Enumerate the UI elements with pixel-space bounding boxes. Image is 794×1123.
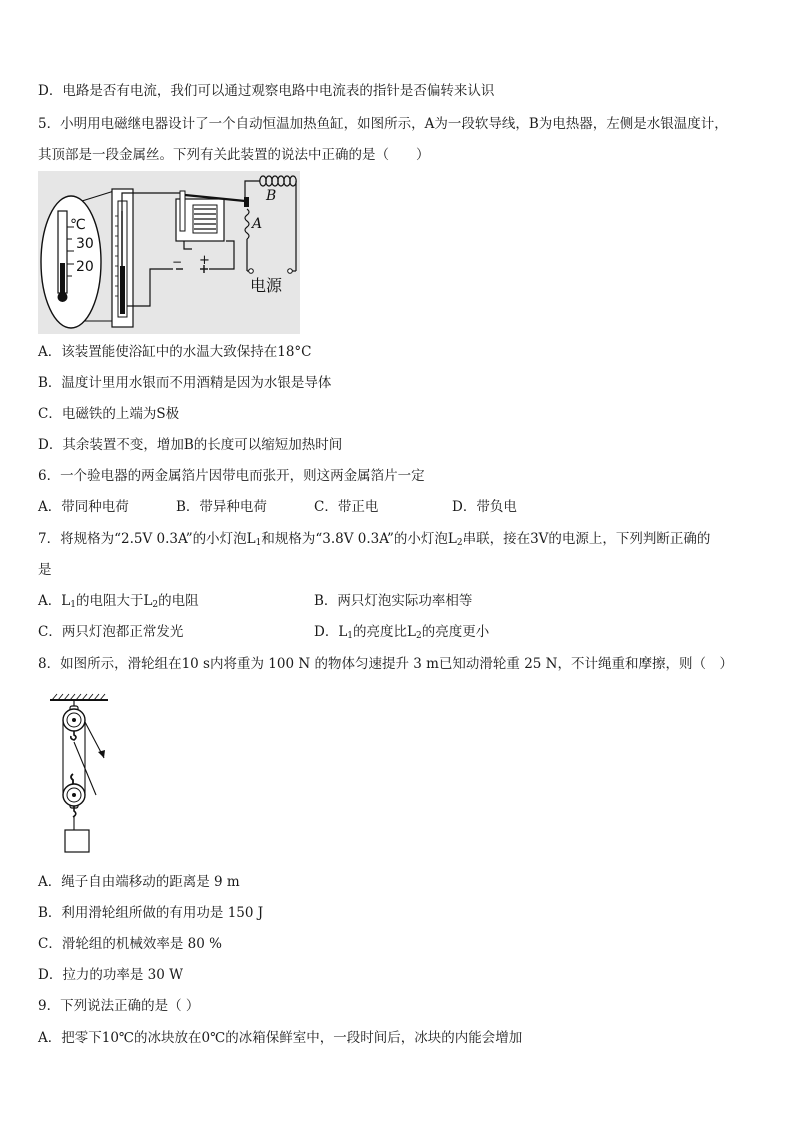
q7-option-c: C．两只灯泡都正常发光	[38, 624, 184, 640]
q7-stem-line2: 是	[38, 562, 52, 578]
q5-option-d: D．其余装置不变，增加B的长度可以缩短加热时间	[38, 437, 343, 453]
q6-stem: 6．一个验电器的两金属箔片因带电而张开，则这两金属箔片一定	[38, 468, 425, 484]
unit-label: ℃	[70, 217, 86, 233]
q7-stem: 7．将规格为“2.5V 0.3A”的小灯泡$L_1$和规格为“3.8V 0.3A”的小灯泡$L_2$串联，接在3V的电源上，下列判断正确的	[38, 531, 711, 548]
q6-option-d: D．带负电	[452, 499, 517, 515]
q8-option-b: B．利用滑轮组所做的有用功是 150 J	[38, 905, 264, 921]
q8-stem: 8．如图所示，滑轮组在10 s内将重为 100 N 的物体匀速提升 3 m已知动滑轮重 25 N，不计绳重和摩擦，则（ ）	[38, 656, 733, 672]
prev-option-d: D．电路是否有电流，我们可以通过观察电路中电流表的指针是否偏转来认识	[38, 83, 495, 99]
tick-20-label: 20	[76, 259, 94, 275]
q5-option-c: C．电磁铁的上端为S极	[38, 406, 180, 422]
q5-stem-line2: 其顶部是一段金属丝。下列有关此装置的说法中正确的是（ ）	[38, 147, 430, 163]
label-b: B	[266, 188, 277, 204]
q8-option-a: A．绳子自由端移动的距离是 9 m	[38, 874, 240, 890]
relay-thermometer-figure	[38, 171, 300, 334]
q9-stem: 9．下列说法正确的是（ ）	[38, 998, 200, 1014]
q5-stem-line1: 5．小明用电磁继电器设计了一个自动恒温加热鱼缸，如图所示，A为一段软导线，B为电热器，左侧是水银温度计，	[38, 116, 728, 132]
q5-option-a: A．该装置能使浴缸中的水温大致保持在18°C	[38, 344, 312, 360]
q7-option-a: A．$L_1$的电阻大于$L_2$的电阻	[38, 593, 199, 610]
q5-option-b: B．温度计里用水银而不用酒精是因为水银是导体	[38, 375, 332, 391]
q7-option-b: B．两只灯泡实际功率相等	[314, 593, 473, 609]
plus-terminal-label: +	[199, 253, 210, 268]
q7-option-d: D．$L_1$的亮度比$L_2$的亮度更小	[314, 624, 490, 641]
power-supply-label: 电源	[250, 276, 283, 295]
q6-option-c: C．带正电	[314, 499, 379, 515]
q8-option-d: D．拉力的功率是 30 W	[38, 967, 183, 983]
q9-option-a: A．把零下10℃的冰块放在0℃的冰箱保鲜室中，一段时间后，冰块的内能会增加	[38, 1030, 523, 1046]
q8-option-c: C．滑轮组的机械效率是 80 %	[38, 936, 222, 952]
q6-option-b: B．带异种电荷	[176, 499, 267, 515]
label-a: A	[252, 216, 263, 232]
pulley-system-figure	[40, 692, 120, 857]
q6-option-a: A．带同种电荷	[38, 499, 129, 515]
tick-30-label: 30	[76, 236, 94, 252]
minus-terminal-label: −	[172, 255, 183, 269]
